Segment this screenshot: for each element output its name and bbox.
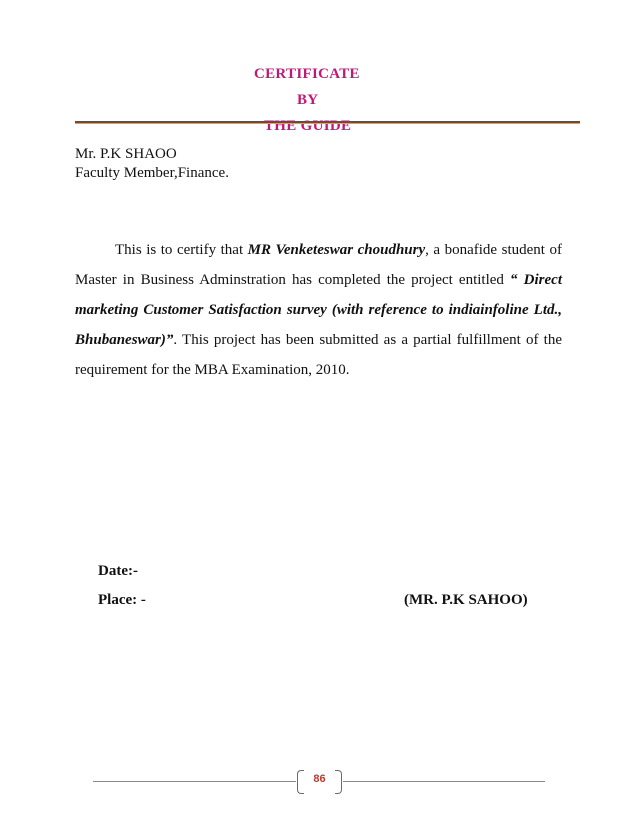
project-title: “ Direct marketing Customer Satisfaction survey (with reference to indiainfoline Ltd., Bhubaneswar)” [75, 272, 562, 348]
date-label: Date:- [98, 563, 138, 579]
guide-designation: Faculty Member,Finance. [75, 165, 229, 181]
page-number-bracket-right [335, 770, 342, 794]
certificate-title: CERTIFICATE [254, 66, 360, 82]
signature-name: (MR. P.K SAHOO) [404, 592, 528, 608]
para-text-1: This is to certify that [115, 242, 248, 258]
para-text-3: . This project has been submitted as a partial fulfillment of the requirement for the MBA Examination, 2010. [75, 332, 562, 378]
para-text-2: , a bonafide student of Master in Business Adminstration has completed the project entitled [75, 242, 562, 288]
certificate-title-guide: THE GUIDE [264, 118, 352, 134]
student-name: MR Venketeswar choudhury [247, 242, 426, 258]
footer-rule-right [343, 781, 545, 782]
certificate-title-by: BY [297, 92, 319, 108]
certificate-paragraph [75, 235, 562, 385]
guide-name: Mr. P.K SHAOO [75, 146, 177, 162]
footer-rule-left [93, 781, 296, 782]
page-number-bracket-left [297, 770, 304, 794]
page-number: 86 [313, 773, 326, 785]
place-label: Place: - [98, 592, 146, 608]
header-divider [75, 121, 580, 123]
